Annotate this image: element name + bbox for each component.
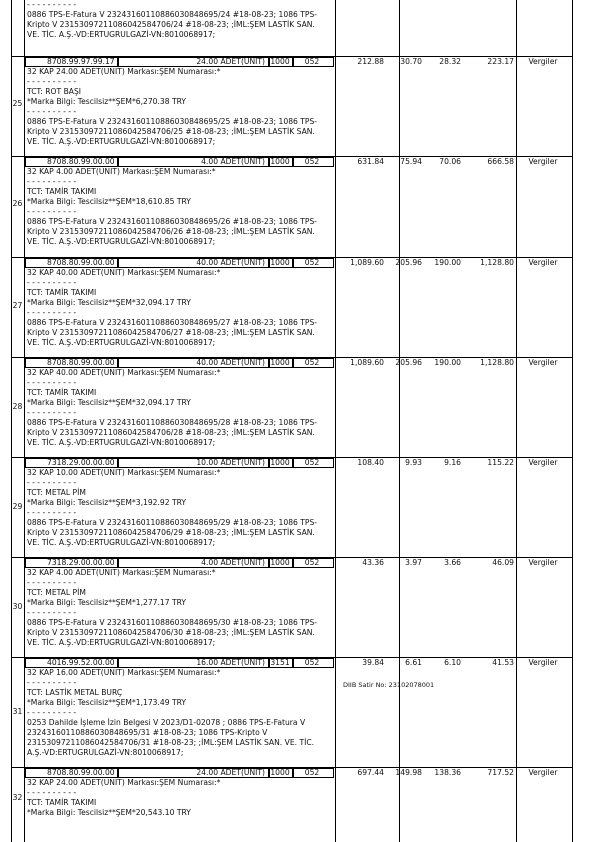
tax-label: Vergiler xyxy=(528,768,558,777)
value-4: 46.09 xyxy=(492,558,514,567)
regime-code: 052 xyxy=(304,358,320,367)
value-1: 39.84 xyxy=(362,658,384,667)
value-4: 717.52 xyxy=(487,768,514,777)
quantity: 24.00 ADET(UNIT) xyxy=(196,768,265,777)
item-header-row xyxy=(25,157,572,166)
tax-label: Vergiler xyxy=(528,157,558,166)
value-1: 697.44 xyxy=(357,768,384,777)
value-3: 190.00 xyxy=(434,258,461,267)
item-header-row xyxy=(25,57,572,66)
tax-label: Vergiler xyxy=(528,658,558,667)
quantity: 16.00 ADET(UNIT) xyxy=(196,658,265,667)
value-3: 70.06 xyxy=(439,157,461,166)
regime-code: 052 xyxy=(304,258,320,267)
item-header-row xyxy=(25,258,572,267)
value-2: 3.97 xyxy=(405,558,422,567)
col-rule xyxy=(516,0,517,842)
value-1: 631.84 xyxy=(357,157,384,166)
item-description: 32 KAP 24.00 ADET(UNIT) Markası:ŞEM Numarası:* - - - - - - - - - - TCT: TAMİR TAKIMI *Marka Bilgi: Tescilsiz**ŞEM*20,543.10 TRY xyxy=(27,778,221,817)
row-number: 26 xyxy=(12,199,23,208)
item-description: 32 KAP 10.00 ADET(UNIT) Markası:ŞEM Numarası:* - - - - - - - - - - TCT: METAL PİM *Marka Bilgi: Tescilsiz**ŞEM*3,192.92 TRY - - - - - - - - - - 0886 TPS-E-Fatura V 23243160110886030848695/29 #18-08-23; 1086 TPS- Kripto V 23153097211086042584706/29 #18-08-23; ;İML:ŞEM LASTİK SAN. VE. TİC. A.Ş.-VD:ERTUGRULGAZİ-VN:8010068917; xyxy=(27,468,318,547)
value-2: 149.98 xyxy=(395,768,422,777)
item-header-row xyxy=(25,658,572,667)
origin-code: 1000 xyxy=(270,768,290,777)
item-description: 32 KAP 40.00 ADET(UNIT) Markası:ŞEM Numarası:* - - - - - - - - - - TCT: TAMİR TAKIMI *Marka Bilgi: Tescilsiz**ŞEM*32,094.17 TRY - - - - - - - - - - 0886 TPS-E-Fatura V 23243160110886030848695/28 #18-08-23; 1086 TPS- Kripto V 23153097211086042584706/28 #18-08-23; ;İML:ŞEM LASTİK SAN. VE. TİC. A.Ş.-VD:ERTUGRULGAZİ-VN:8010068917; xyxy=(27,368,318,447)
quantity: 24.00 ADET(UNIT) xyxy=(196,57,265,66)
origin-code: 1000 xyxy=(270,358,290,367)
item-header-row xyxy=(25,358,572,367)
row-number: 28 xyxy=(12,402,23,411)
tax-label: Vergiler xyxy=(528,558,558,567)
origin-code: 1000 xyxy=(270,57,290,66)
value-4: 41.53 xyxy=(492,658,514,667)
regime-code: 052 xyxy=(304,157,320,166)
tariff-code: 7318.29.00.00.00 xyxy=(47,558,115,567)
tariff-code: 4016.99.52.00.00 xyxy=(47,658,115,667)
value-3: 9.16 xyxy=(444,458,461,467)
regime-code: 052 xyxy=(304,658,320,667)
item-description: - - - - - - - - - - 0886 TPS-E-Fatura V 2324316011088603084869​5/24 #18-08-23; 1086 TPS- Kripto V 2315309721108604258470​6/24 #18-08-23; ;İML:ŞEM LASTİK SAN. VE. TİC. A.Ş.-VD:ERTUGRULGAZİ-VN:8010068917; xyxy=(27,0,318,39)
item-header-row xyxy=(25,768,572,777)
tariff-code: 7318.29.00.00.00 xyxy=(47,458,115,467)
value-1: 1,089.60 xyxy=(350,358,384,367)
col-rule xyxy=(399,0,400,842)
value-4: 115.22 xyxy=(487,458,514,467)
regime-code: 052 xyxy=(304,57,320,66)
origin-code: 1000 xyxy=(270,458,290,467)
row-number: 25 xyxy=(12,99,23,108)
row-number: 30 xyxy=(12,602,23,611)
item-description: 32 KAP 24.00 ADET(UNIT) Markası:ŞEM Numarası:* - - - - - - - - - - TCT: ROT BAŞI *Marka Bilgi: Tescilsiz**ŞEM*6,270.38 TRY - - - - - - - - - - 0886 TPS-E-Fatura V 23243160110886030848695/25 #18-08-23; 1086 TPS- Kripto V 23153097211086042584706/25 #18-08-23; ;İML:ŞEM LASTİK SAN. VE. TİC. A.Ş.-VD:ERTUGRULGAZİ-VN:8010068917; xyxy=(27,67,318,146)
tax-label: Vergiler xyxy=(528,358,558,367)
value-3: 6.10 xyxy=(444,658,461,667)
quantity: 10.00 ADET(UNIT) xyxy=(196,458,265,467)
value-3: 3.66 xyxy=(444,558,461,567)
tax-label: Vergiler xyxy=(528,458,558,467)
tariff-code: 8708.80.99.00.00 xyxy=(47,258,115,267)
regime-code: 052 xyxy=(304,558,320,567)
value-2: 9.93 xyxy=(405,458,422,467)
quantity: 4.00 ADET(UNIT) xyxy=(201,558,265,567)
item-description: 32 KAP 4.00 ADET(UNIT) Markası:ŞEM Numarası:* - - - - - - - - - - TCT: TAMİR TAKIMI *Marka Bilgi: Tescilsiz**ŞEM*18,610.85 TRY - - - - - - - - - - 0886 TPS-E-Fatura V 23243160110886030848695/26 #18-08-23; 1086 TPS- Kripto V 23153097211086042584706/26 #18-08-23; ;İML:ŞEM LASTİK SAN. VE. TİC. A.Ş.-VD:ERTUGRULGAZİ-VN:8010068917; xyxy=(27,167,318,246)
value-4: 223.17 xyxy=(487,57,514,66)
value-1: 212.88 xyxy=(357,57,384,66)
tax-label: Vergiler xyxy=(528,258,558,267)
quantity: 40.00 ADET(UNIT) xyxy=(196,358,265,367)
value-4: 1,128.80 xyxy=(480,258,514,267)
tariff-code: 8708.80.99.00.00 xyxy=(47,358,115,367)
value-2: 75.94 xyxy=(400,157,422,166)
value-1: 1,089.60 xyxy=(350,258,384,267)
value-3: 190.00 xyxy=(434,358,461,367)
tariff-code: 8708.99.97.99.17 xyxy=(47,57,115,66)
value-3: 28.32 xyxy=(439,57,461,66)
item-description: 32 KAP 4.00 ADET(UNIT) Markası:ŞEM Numarası:* - - - - - - - - - - TCT: METAL PİM *Marka Bilgi: Tescilsiz**ŞEM*1,277.17 TRY - - - - - - - - - - 0886 TPS-E-Fatura V 23243160110886030848695/30 #18-08-23; 1086 TPS- Kripto V 23153097211086042584706/30 #18-08-23; ;İML:ŞEM LASTİK SAN. VE. TİC. A.Ş.-VD:ERTUGRULGAZİ-VN:8010068917; xyxy=(27,568,318,647)
origin-code: 1000 xyxy=(270,258,290,267)
row-number: 29 xyxy=(12,502,23,511)
value-4: 666.58 xyxy=(487,157,514,166)
item-description: 32 KAP 16.00 ADET(UNIT) Markası:ŞEM Numarası:* - - - - - - - - - - TCT: LASTİK METAL BURÇ *Marka Bilgi: Tescilsiz**ŞEM*1,173.49 TRY - - - - - - - - - - 0253 Dahilde İşleme İzin Belgesi V 2023/D1-02078 ; 0886 TPS-E-Fatura V 23243160110886030848695/31 #18-08-23; 1086 TPS-Kripto V 23153097211086042584706/31 #18-08-23; ;İML:ŞEM LASTİK SAN. VE. TİC. A.Ş.-VD:ERTUGRULGAZİ-VN:8010068917; xyxy=(27,668,315,757)
col-rule xyxy=(572,0,573,842)
regime-code: 052 xyxy=(304,458,320,467)
item-header-row xyxy=(25,558,572,567)
tariff-code: 8708.80.99.00.00 xyxy=(47,157,115,166)
origin-code: 1000 xyxy=(270,157,290,166)
row-number: 31 xyxy=(12,707,23,716)
row-number: 27 xyxy=(12,301,23,310)
value-4: 1,128.80 xyxy=(480,358,514,367)
value-2: 205.96 xyxy=(395,358,422,367)
value-2: 205.96 xyxy=(395,258,422,267)
value-2: 6.61 xyxy=(405,658,422,667)
origin-code: 3151 xyxy=(270,658,290,667)
value-2: 30.70 xyxy=(400,57,422,66)
item-header-row xyxy=(25,458,572,467)
tax-label: Vergiler xyxy=(528,57,558,66)
item-description: 32 KAP 40.00 ADET(UNIT) Markası:ŞEM Numarası:* - - - - - - - - - - TCT: TAMİR TAKIMI *Marka Bilgi: Tescilsiz**ŞEM*32,094.17 TRY - - - - - - - - - - 0886 TPS-E-Fatura V 23243160110886030848695/27 #18-08-23; 1086 TPS- Kripto V 23153097211086042584706/27 #18-08-23; ;İML:ŞEM LASTİK SAN. VE. TİC. A.Ş.-VD:ERTUGRULGAZİ-VN:8010068917; xyxy=(27,268,318,347)
value-3: 138.36 xyxy=(434,768,461,777)
row-number: 32 xyxy=(12,793,23,802)
origin-code: 1000 xyxy=(270,558,290,567)
col-rule xyxy=(335,0,336,842)
value-1: 108.40 xyxy=(357,458,384,467)
quantity: 40.00 ADET(UNIT) xyxy=(196,258,265,267)
value-1: 43.36 xyxy=(362,558,384,567)
tariff-code: 8708.80.99.00.00 xyxy=(47,768,115,777)
quantity: 4.00 ADET(UNIT) xyxy=(201,157,265,166)
col-rule xyxy=(24,0,25,842)
regime-code: 052 xyxy=(304,768,320,777)
diib-note: DIIB Satir No: 23102078001 xyxy=(343,681,435,689)
